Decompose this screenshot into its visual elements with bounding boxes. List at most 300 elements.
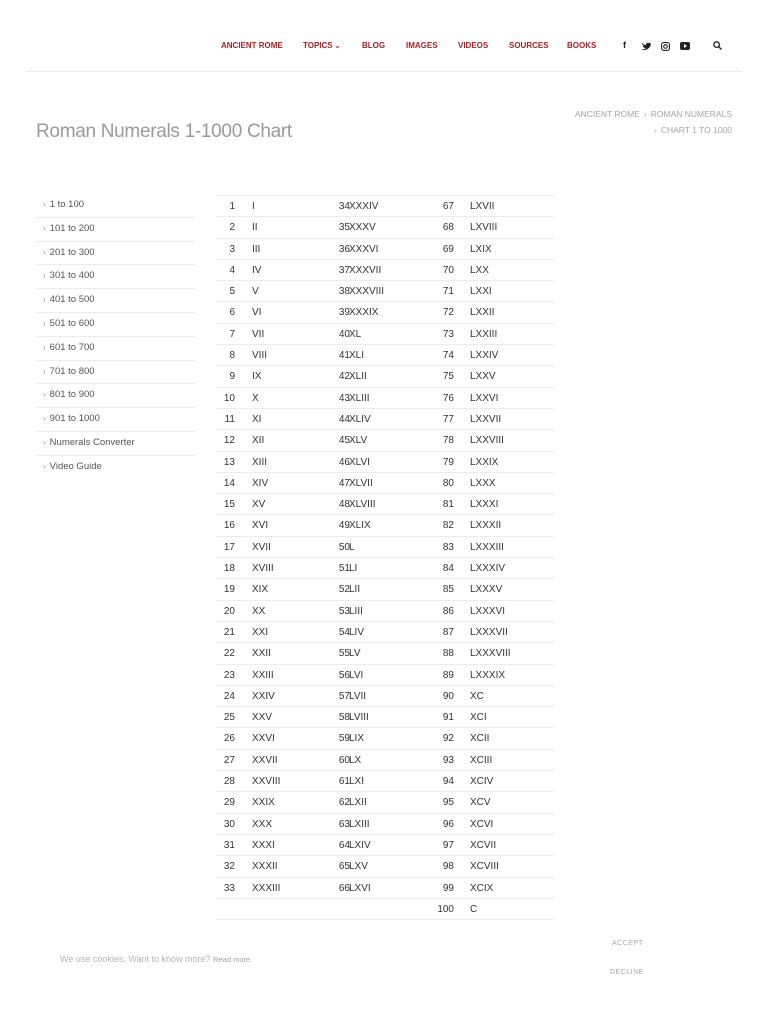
- number-cell: 72: [442, 307, 454, 319]
- number-cell: 97: [442, 839, 454, 851]
- table-row: [216, 409, 554, 430]
- table-row: [216, 388, 554, 409]
- table-row: [216, 792, 554, 813]
- sidebar-item-label: 701 to 800: [49, 365, 95, 377]
- number-cell: 28: [223, 776, 235, 788]
- number-cell: 81: [442, 499, 454, 511]
- number-cell: 41: [338, 350, 350, 362]
- numeral-cell: LXXV: [470, 371, 496, 383]
- numeral-cell: LXXXIII: [470, 541, 504, 553]
- sidebar-item-label: 801 to 900: [49, 389, 95, 401]
- sidebar-menu: [36, 194, 195, 480]
- numeral-cell: LXXXIV: [470, 563, 506, 575]
- number-cell: 14: [223, 477, 235, 489]
- numeral-cell: XCIX: [470, 882, 494, 894]
- cookie-text: We use cookies. Want to know more?: [60, 954, 214, 964]
- breadcrumb-roman-numerals[interactable]: ROMAN NUMERALS: [650, 109, 732, 119]
- numeral-cell: XIII: [252, 456, 268, 468]
- number-cell: 48: [338, 499, 350, 511]
- number-cell: 46: [338, 456, 350, 468]
- number-cell: 9: [229, 371, 235, 383]
- number-cell: 4: [229, 264, 235, 276]
- numeral-cell: II: [252, 222, 258, 234]
- numeral-cell: LXVII: [470, 201, 495, 212]
- number-cell: 50: [338, 541, 350, 553]
- numeral-cell: XCVI: [470, 818, 494, 830]
- chevron-right-icon: ›: [43, 342, 46, 352]
- numeral-cell: XVIII: [252, 563, 274, 575]
- number-cell: 23: [223, 669, 235, 681]
- nav-item-topics[interactable]: [303, 41, 341, 50]
- number-cell: 73: [442, 328, 454, 340]
- numeral-cell: XCVIII: [470, 861, 499, 873]
- table-row: [216, 366, 554, 387]
- number-cell: 12: [223, 435, 235, 447]
- number-cell: 15: [223, 499, 235, 511]
- table-row: [216, 452, 554, 473]
- table-row: [216, 665, 554, 686]
- table-row: [216, 750, 554, 771]
- number-cell: 93: [442, 754, 454, 766]
- nav-item-blog[interactable]: BLOG: [362, 41, 386, 50]
- number-cell: 94: [442, 776, 454, 788]
- table-row: [216, 856, 554, 877]
- sidebar-item-label: Video Guide: [49, 460, 102, 472]
- table-row: [216, 260, 554, 281]
- number-cell: 25: [223, 712, 235, 724]
- table-row: [216, 217, 554, 238]
- numeral-cell: XXVII: [252, 754, 278, 766]
- numeral-cell: XCV: [470, 797, 491, 809]
- numeral-cell: XCIII: [470, 754, 493, 766]
- site-header: [0, 0, 768, 72]
- numeral-cell: LXXVI: [470, 392, 499, 404]
- numeral-cell: VI: [252, 307, 262, 319]
- number-cell: 78: [442, 435, 454, 447]
- sidebar-item-label: Numerals Converter: [49, 436, 135, 448]
- numeral-cell: XIX: [252, 584, 269, 596]
- chevron-right-icon: ›: [43, 390, 46, 400]
- number-cell: 58: [338, 712, 350, 724]
- numeral-cell: LXXIII: [470, 328, 498, 340]
- table-row: [216, 579, 554, 600]
- table-row: [216, 814, 554, 835]
- number-cell: 85: [442, 584, 454, 596]
- number-cell: 70: [442, 264, 454, 276]
- chevron-down-icon: ⌄: [334, 43, 341, 50]
- number-cell: 90: [442, 690, 454, 702]
- number-cell: 29: [223, 797, 235, 809]
- chevron-right-icon: ›: [43, 318, 46, 328]
- numeral-cell: III: [252, 243, 261, 255]
- number-cell: 18: [223, 563, 235, 575]
- number-cell: 44: [338, 413, 350, 425]
- number-cell: 40: [338, 328, 350, 340]
- numeral-cell: VIII: [252, 350, 268, 362]
- numeral-cell: XXIV: [252, 690, 275, 702]
- numeral-cell: LXXIX: [470, 456, 499, 468]
- number-cell: 66: [338, 882, 350, 894]
- number-cell: 49: [338, 520, 350, 532]
- numeral-cell: X: [252, 392, 259, 404]
- numeral-cell: LXVIII: [470, 222, 498, 234]
- sidebar-item-converter[interactable]: [36, 432, 195, 456]
- numeral-cell: XXXVI: [349, 243, 379, 255]
- number-cell: 61: [338, 776, 350, 788]
- sidebar-item-label: 401 to 500: [49, 294, 95, 306]
- table-row: [216, 239, 554, 260]
- numeral-cell: I: [252, 201, 255, 212]
- numeral-cell: XXXVII: [349, 264, 382, 276]
- numeral-cell: XXIX: [252, 797, 275, 809]
- numeral-cell: XVI: [252, 520, 269, 532]
- nav-item-images[interactable]: IMAGES: [406, 41, 438, 50]
- sidebar-item-201-300[interactable]: [36, 242, 195, 266]
- number-cell: 68: [442, 222, 454, 234]
- breadcrumb-current: CHART 1 TO 1000: [660, 125, 732, 135]
- table-row: [216, 707, 554, 728]
- numeral-cell: XXVIII: [252, 776, 281, 788]
- page-title: Roman Numerals 1-1000 Chart: [36, 120, 292, 142]
- sidebar-item-label: 601 to 700: [49, 341, 95, 353]
- number-cell: 100: [437, 903, 454, 915]
- number-cell: 5: [229, 286, 235, 298]
- chevron-right-icon: ›: [43, 223, 46, 233]
- number-cell: 77: [442, 413, 454, 425]
- numeral-cell: LXXVII: [470, 413, 502, 425]
- number-cell: 34: [338, 201, 350, 212]
- numeral-cell: XLVI: [349, 456, 370, 468]
- number-cell: 63: [338, 818, 350, 830]
- chevron-right-icon: ›: [43, 461, 46, 471]
- table-row: [216, 558, 554, 579]
- table-row: [216, 771, 554, 792]
- number-cell: 51: [338, 563, 350, 575]
- number-cell: 32: [223, 861, 235, 873]
- numeral-cell: XXXI: [252, 839, 275, 851]
- numeral-cell: XXXIX: [349, 307, 379, 319]
- sidebar-item-label: 201 to 300: [49, 246, 95, 258]
- number-cell: 95: [442, 797, 454, 809]
- numeral-cell: XLIII: [349, 392, 370, 404]
- table-row: [216, 281, 554, 302]
- instagram-icon[interactable]: [661, 42, 670, 51]
- breadcrumb-ancient-rome[interactable]: ANCIENT ROME: [574, 109, 640, 119]
- numeral-cell: LXX: [470, 264, 489, 276]
- sidebar-item-701-800[interactable]: [36, 361, 195, 385]
- chevron-right-icon: ›: [43, 247, 46, 257]
- number-cell: 16: [223, 520, 235, 532]
- numeral-cell: XVII: [252, 541, 271, 553]
- numeral-cell: XII: [252, 435, 265, 447]
- number-cell: 60: [338, 754, 350, 766]
- number-cell: 27: [223, 754, 235, 766]
- number-cell: 98: [442, 861, 454, 873]
- chevron-right-icon: ›: [43, 414, 46, 424]
- numeral-cell: LXXXIX: [470, 669, 506, 681]
- twitter-icon[interactable]: [641, 42, 651, 51]
- number-cell: 1: [229, 201, 235, 212]
- nav-item-videos[interactable]: VIDEOS: [458, 41, 489, 50]
- number-cell: 37: [338, 264, 350, 276]
- numeral-cell: LVIII: [349, 712, 369, 724]
- numeral-cell: LIV: [349, 626, 365, 638]
- numeral-cell: LXIX: [470, 243, 492, 255]
- numeral-cell: LXVI: [349, 882, 371, 894]
- chevron-right-icon: ›: [43, 200, 46, 209]
- numeral-cell: LXXXVI: [470, 605, 506, 617]
- numeral-cell: LVII: [349, 690, 367, 702]
- numeral-cell: LI: [349, 563, 358, 575]
- number-cell: 8: [229, 350, 235, 362]
- number-cell: 10: [223, 392, 235, 404]
- nav-item-sources[interactable]: SOURCES: [509, 41, 549, 50]
- number-cell: 11: [224, 413, 235, 425]
- numeral-cell: LXIII: [349, 818, 370, 830]
- numeral-cell: XLIX: [349, 520, 371, 532]
- number-cell: 35: [338, 222, 350, 234]
- number-cell: 20: [223, 605, 235, 617]
- numeral-cell: LV: [349, 648, 361, 660]
- numeral-cell: XXII: [252, 648, 271, 660]
- table-row: [216, 473, 554, 494]
- sidebar-item-301-400[interactable]: [36, 265, 195, 289]
- cookie-decline-button[interactable]: DECLINE: [610, 969, 644, 976]
- number-cell: 53: [338, 605, 350, 617]
- table-row: [216, 728, 554, 749]
- sidebar-item-801-900[interactable]: [36, 384, 195, 408]
- table-row: [216, 302, 554, 323]
- numeral-cell: C: [470, 903, 478, 915]
- sidebar-item-101-200[interactable]: [36, 218, 195, 242]
- sidebar-item-401-500[interactable]: [36, 289, 195, 313]
- table-row: [216, 324, 554, 345]
- number-cell: 30: [223, 818, 235, 830]
- number-cell: 65: [338, 861, 350, 873]
- numeral-cell: XLVII: [349, 477, 373, 489]
- numeral-cell: XXXII: [252, 861, 278, 873]
- number-cell: 86: [442, 605, 454, 617]
- number-cell: 82: [442, 520, 454, 532]
- table-row: [216, 196, 554, 217]
- number-cell: 74: [442, 350, 454, 362]
- numeral-cell: XXX: [252, 818, 273, 830]
- number-cell: 43: [338, 392, 350, 404]
- number-cell: 80: [442, 477, 454, 489]
- numeral-cell: XV: [252, 499, 266, 511]
- numeral-cell: XL: [349, 328, 362, 340]
- sidebar-item-901-1000[interactable]: [36, 408, 195, 432]
- numeral-cell: XI: [252, 413, 262, 425]
- numeral-cell: XXXV: [349, 222, 376, 234]
- numeral-cell: XLII: [349, 371, 367, 383]
- sidebar-item-label: 901 to 1000: [49, 413, 100, 425]
- numeral-cell: XXV: [252, 712, 273, 724]
- table-row: [216, 345, 554, 366]
- numeral-cell: LXII: [349, 797, 367, 809]
- chevron-right-icon: ›: [43, 437, 46, 447]
- number-cell: 59: [338, 733, 350, 745]
- numeral-cell: LXXXII: [470, 520, 502, 532]
- numeral-cell: VII: [252, 328, 265, 340]
- number-cell: 69: [442, 243, 454, 255]
- numeral-cell: XLI: [349, 350, 365, 362]
- table-row: [216, 601, 554, 622]
- table-row: [216, 430, 554, 451]
- sidebar-item-1-100[interactable]: [36, 194, 195, 218]
- chevron-right-icon: ›: [43, 295, 46, 305]
- number-cell: 64: [338, 839, 350, 851]
- numeral-cell: XXXIV: [349, 201, 379, 212]
- number-cell: 56: [338, 669, 350, 681]
- nav-item-ancient-rome[interactable]: ANCIENT ROME: [221, 41, 283, 50]
- number-cell: 87: [442, 626, 454, 638]
- number-cell: 79: [442, 456, 454, 468]
- numeral-cell: XXIII: [252, 669, 274, 681]
- cookie-read-more-link[interactable]: Read more.: [213, 955, 253, 964]
- table-row: [216, 835, 554, 856]
- number-cell: 84: [442, 563, 454, 575]
- numeral-cell: LXXX: [470, 477, 496, 489]
- numeral-cell: LX: [349, 754, 362, 766]
- cookie-accept-button[interactable]: ACCEPT: [612, 940, 644, 947]
- numeral-cell: XCIV: [470, 776, 494, 788]
- number-cell: 96: [442, 818, 454, 830]
- header-divider: [26, 71, 742, 72]
- numeral-cell: IX: [252, 371, 262, 383]
- table-row: [216, 622, 554, 643]
- number-cell: 71: [442, 286, 454, 298]
- number-cell: 13: [223, 456, 235, 468]
- table-row: [216, 878, 554, 899]
- number-cell: 52: [338, 584, 350, 596]
- search-icon[interactable]: [713, 41, 722, 50]
- number-cell: 26: [223, 733, 235, 745]
- number-cell: 55: [338, 648, 350, 660]
- numeral-cell: LXI: [349, 776, 365, 788]
- numeral-cell: XXXVIII: [349, 286, 385, 298]
- table-row: [216, 643, 554, 664]
- number-cell: 57: [338, 690, 350, 702]
- breadcrumb: [575, 106, 732, 138]
- number-cell: 19: [223, 584, 235, 596]
- sidebar-item-video-guide[interactable]: [36, 456, 195, 480]
- number-cell: 47: [338, 477, 350, 489]
- number-cell: 7: [229, 328, 235, 340]
- chevron-right-icon: ›: [643, 109, 647, 119]
- number-cell: 91: [442, 712, 454, 724]
- numeral-cell: LIII: [349, 605, 363, 617]
- numeral-cell: V: [252, 286, 259, 298]
- table-row: [216, 515, 554, 536]
- number-cell: 89: [442, 669, 454, 681]
- numeral-cell: XLV: [349, 435, 368, 447]
- number-cell: 6: [229, 307, 235, 319]
- numeral-cell: XLVIII: [349, 499, 376, 511]
- number-cell: 54: [338, 626, 350, 638]
- number-cell: 42: [338, 371, 350, 383]
- numeral-cell: LII: [349, 584, 361, 596]
- numeral-cell: L: [349, 541, 355, 553]
- numeral-cell: LXXI: [470, 286, 492, 298]
- number-cell: 24: [223, 690, 235, 702]
- table-row: [216, 686, 554, 707]
- number-cell: 62: [338, 797, 350, 809]
- numeral-cell: XX: [252, 605, 266, 617]
- number-cell: 3: [229, 243, 235, 255]
- number-cell: 36: [338, 243, 350, 255]
- sidebar-item-label: 301 to 400: [49, 270, 95, 282]
- sidebar-item-601-700[interactable]: [36, 337, 195, 361]
- number-cell: 45: [338, 435, 350, 447]
- facebook-icon[interactable]: f: [623, 40, 626, 50]
- numerals-table: [216, 195, 554, 920]
- sidebar-item-label: 101 to 200: [49, 222, 95, 234]
- number-cell: 76: [442, 392, 454, 404]
- numeral-cell: LXXXVII: [470, 626, 508, 638]
- numeral-cell: LXXIV: [470, 350, 499, 362]
- numeral-cell: LVI: [349, 669, 364, 681]
- numeral-cell: XIV: [252, 477, 269, 489]
- numeral-cell: LXXXVIII: [470, 648, 511, 660]
- number-cell: 17: [223, 541, 235, 553]
- numeral-cell: LXXXV: [470, 584, 503, 596]
- number-cell: 39: [338, 307, 350, 319]
- numeral-cell: XXVI: [252, 733, 275, 745]
- numeral-cell: XCI: [470, 712, 487, 724]
- numeral-cell: LIX: [349, 733, 365, 745]
- number-cell: 92: [442, 733, 454, 745]
- number-cell: 99: [442, 882, 454, 894]
- number-cell: 38: [338, 286, 350, 298]
- sidebar-item-501-600[interactable]: [36, 313, 195, 337]
- numeral-cell: XC: [470, 690, 484, 702]
- chevron-right-icon: ›: [43, 271, 46, 281]
- table-row: [216, 537, 554, 558]
- chevron-right-icon: ›: [43, 366, 46, 376]
- youtube-icon[interactable]: [680, 42, 690, 50]
- numeral-cell: LXXII: [470, 307, 495, 319]
- number-cell: 83: [442, 541, 454, 553]
- nav-item-books[interactable]: BOOKS: [567, 41, 597, 50]
- number-cell: 22: [223, 648, 235, 660]
- nav-item-topics-label: TOPICS: [303, 41, 333, 50]
- chevron-right-icon: ›: [653, 125, 657, 135]
- numeral-cell: XCVII: [470, 839, 497, 851]
- number-cell: 67: [442, 201, 454, 212]
- number-cell: 31: [223, 839, 235, 851]
- numeral-cell: IV: [252, 264, 262, 276]
- numeral-cell: LXV: [349, 861, 368, 873]
- numeral-cell: XCII: [470, 733, 490, 745]
- numeral-cell: LXXXI: [470, 499, 499, 511]
- sidebar-item-label: 501 to 600: [49, 317, 95, 329]
- number-cell: 88: [442, 648, 454, 660]
- sidebar-item-label: 1 to 100: [49, 199, 85, 210]
- number-cell: 2: [229, 222, 235, 234]
- numeral-cell: XXI: [252, 626, 269, 638]
- table-row: [216, 494, 554, 515]
- table-row: [216, 899, 554, 920]
- numeral-cell: LXXVIII: [470, 435, 504, 447]
- cookie-notice: [60, 954, 252, 964]
- numeral-cell: XXXIII: [252, 882, 281, 894]
- number-cell: 21: [223, 626, 235, 638]
- numeral-cell: LXIV: [349, 839, 371, 851]
- numeral-cell: XLIV: [349, 413, 371, 425]
- number-cell: 33: [223, 882, 235, 894]
- number-cell: 75: [442, 371, 454, 383]
